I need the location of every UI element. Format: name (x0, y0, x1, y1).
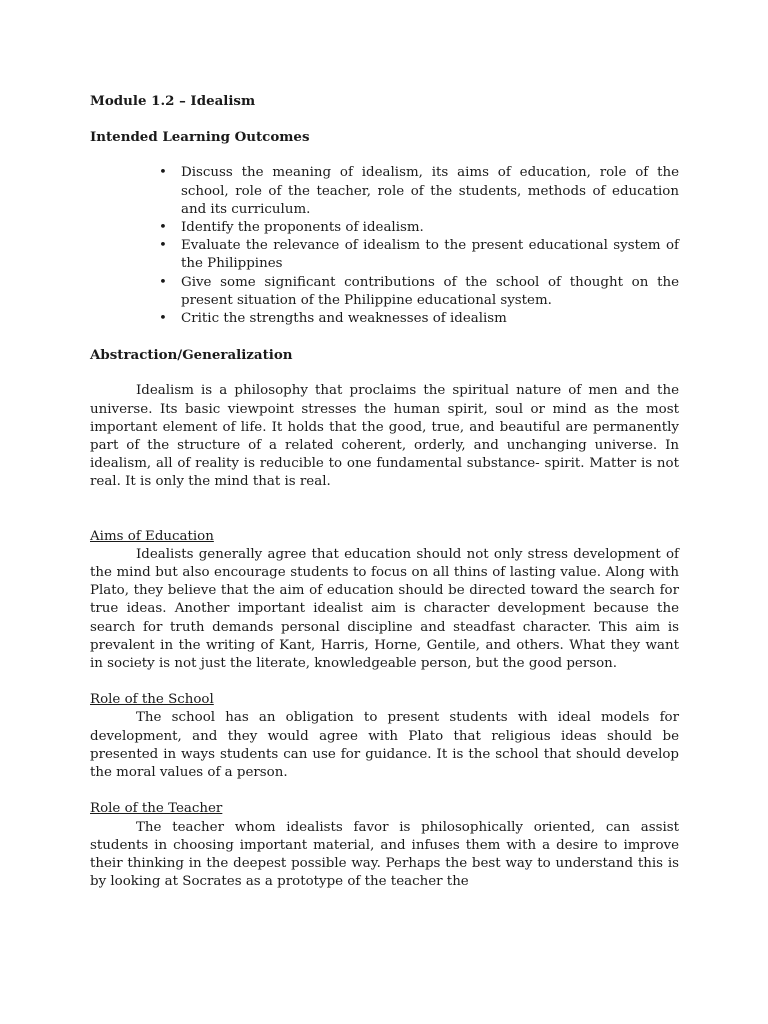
list-item (159, 274, 679, 310)
outcome-text: Give some significant contributions of the school of thought on the present situation of the Philippine educational system. (181, 274, 679, 308)
abstraction-heading: Abstraction/Generalization (90, 347, 293, 364)
list-item (159, 219, 679, 237)
document-page (90, 92, 679, 909)
role-of-teacher-section (90, 800, 679, 891)
bullet-icon: • (159, 165, 167, 181)
module-title: Module 1.2 – Idealism (90, 93, 256, 109)
bullet-icon: • (159, 220, 167, 236)
outcome-text: Evaluate the relevance of idealism to the present educational system of the Philippines (181, 238, 679, 272)
role-of-teacher-title: Role of the Teacher (90, 801, 223, 817)
bullet-icon: • (159, 311, 167, 327)
role-of-school-body: The school has an obligation to present students with ideal models for development, and they would agree with Plato that religious ideas should be presented in ways students can use for guidance. It is the school that should develop the moral values of a person. (90, 710, 679, 781)
outcome-text: Critic the strengths and weaknesses of idealism (181, 311, 507, 327)
list-item (159, 310, 679, 328)
list-item (159, 237, 679, 273)
list-item (159, 164, 679, 219)
learning-outcomes-heading: Intended Learning Outcomes (90, 129, 310, 146)
learning-outcomes-list (90, 164, 679, 328)
outcome-text: Discuss the meaning of idealism, its aims of education, role of the school, role of the teacher, role of the students, methods of education and its curriculum. (181, 165, 679, 217)
role-of-teacher-body: The teacher whom idealists favor is philosophically oriented, can assist students in choosing important material, and infuses them with a desire to improve their thinking in the deepest possible way. Perhaps the best way to understand this is by looking at Socrates as a prototype of the teacher the (90, 819, 679, 890)
aims-of-education-title: Aims of Education (90, 528, 214, 544)
aims-of-education-body: Idealists generally agree that education should not only stress development of the mind but also encourage students to focus on all thins of lasting value. Along with Plato, they believe that the aim of education should be directed toward the search for true ideas. Another important idealist aim is character development because the search for truth demands personal discipline and steadfast character. This aim is prevalent in the writing of Kant, Harris, Horne, Gentile, and others. What they want in society is not just the literate, knowledgeable person, but the good person. (90, 546, 679, 672)
outcome-text: Identify the proponents of idealism. (181, 220, 424, 236)
bullet-icon: • (159, 274, 167, 290)
bullet-icon: • (159, 238, 167, 254)
intro-paragraph: Idealism is a philosophy that proclaims the spiritual nature of men and the universe. Its basic viewpoint stresses the human spirit, soul or mind as the most important element of life. It holds that the good, true, and beautiful are permanently part of the structure of a related coherent, orderly, and unchanging universe. In idealism, all of reality is reducible to one fundamental substance- spirit. Matter is not real. It is only the mind that is real. (90, 383, 679, 490)
role-of-school-title: Role of the School (90, 692, 214, 708)
role-of-school-section (90, 691, 679, 782)
aims-of-education-section (90, 528, 679, 674)
